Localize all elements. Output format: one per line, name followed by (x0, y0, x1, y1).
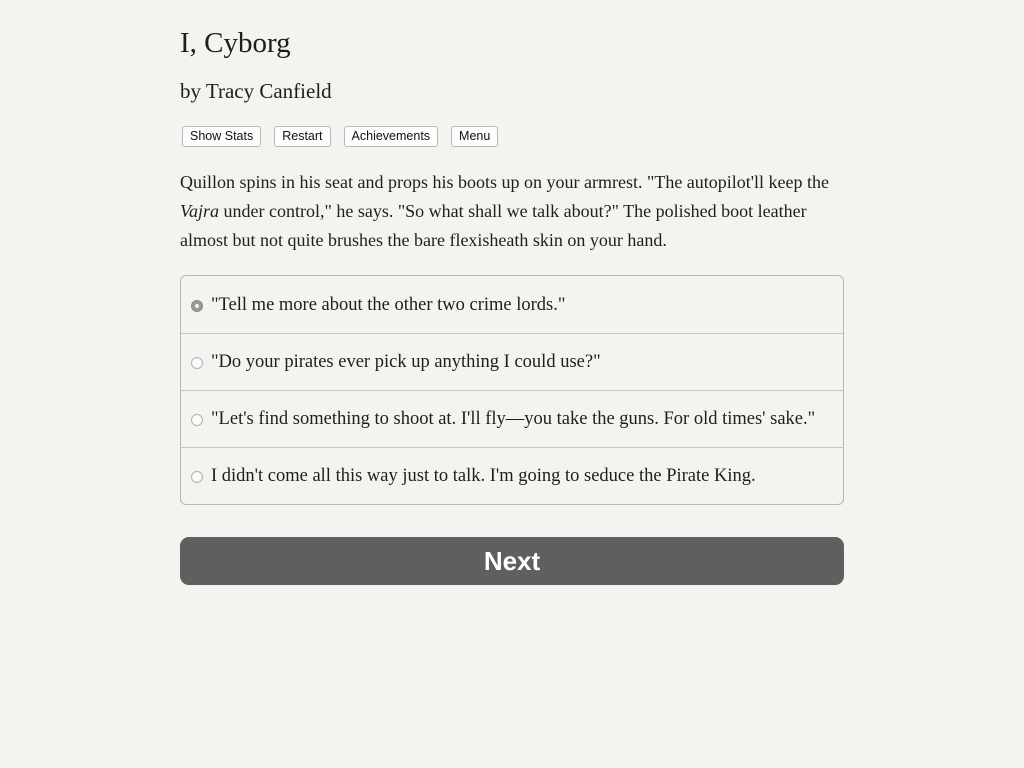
story-part-2: under control," he says. "So what shall we talk about?" The polished boot leather almost but not quite brushes the bare flexisheath skin on your hand. (180, 201, 807, 250)
choice-option[interactable] (181, 390, 843, 447)
radio-button[interactable] (191, 357, 203, 369)
ship-name: Vajra (180, 201, 220, 221)
choice-option[interactable] (181, 333, 843, 390)
game-title: I, Cyborg (180, 27, 291, 59)
game-author: by Tracy Canfield (180, 79, 332, 103)
choice-label: I didn't come all this way just to talk. I'm going to seduce the Pirate King. (211, 466, 756, 486)
radio-button[interactable] (191, 300, 203, 312)
choice-label: "Tell me more about the other two crime lords." (211, 294, 566, 315)
choice-label: "Do your pirates ever pick up anything I could use?" (211, 352, 601, 372)
choice-option[interactable] (181, 447, 843, 504)
story-text (180, 168, 844, 255)
choice-label: "Let's find something to shoot at. I'll fly—you take the guns. For old times' sake." (211, 409, 816, 429)
restart-button[interactable]: Restart (274, 126, 330, 147)
achievements-button[interactable]: Achievements (344, 126, 439, 147)
menu-button[interactable]: Menu (451, 126, 498, 147)
choice-list (180, 275, 844, 505)
radio-button[interactable] (191, 414, 203, 426)
toolbar (182, 126, 498, 147)
radio-button[interactable] (191, 471, 203, 483)
choice-option[interactable] (181, 276, 843, 333)
story-part-1: Quillon spins in his seat and props his boots up on your armrest. "The autopilot'll keep the (180, 172, 830, 192)
show-stats-button[interactable]: Show Stats (182, 126, 261, 147)
next-button[interactable]: Next (180, 537, 844, 585)
